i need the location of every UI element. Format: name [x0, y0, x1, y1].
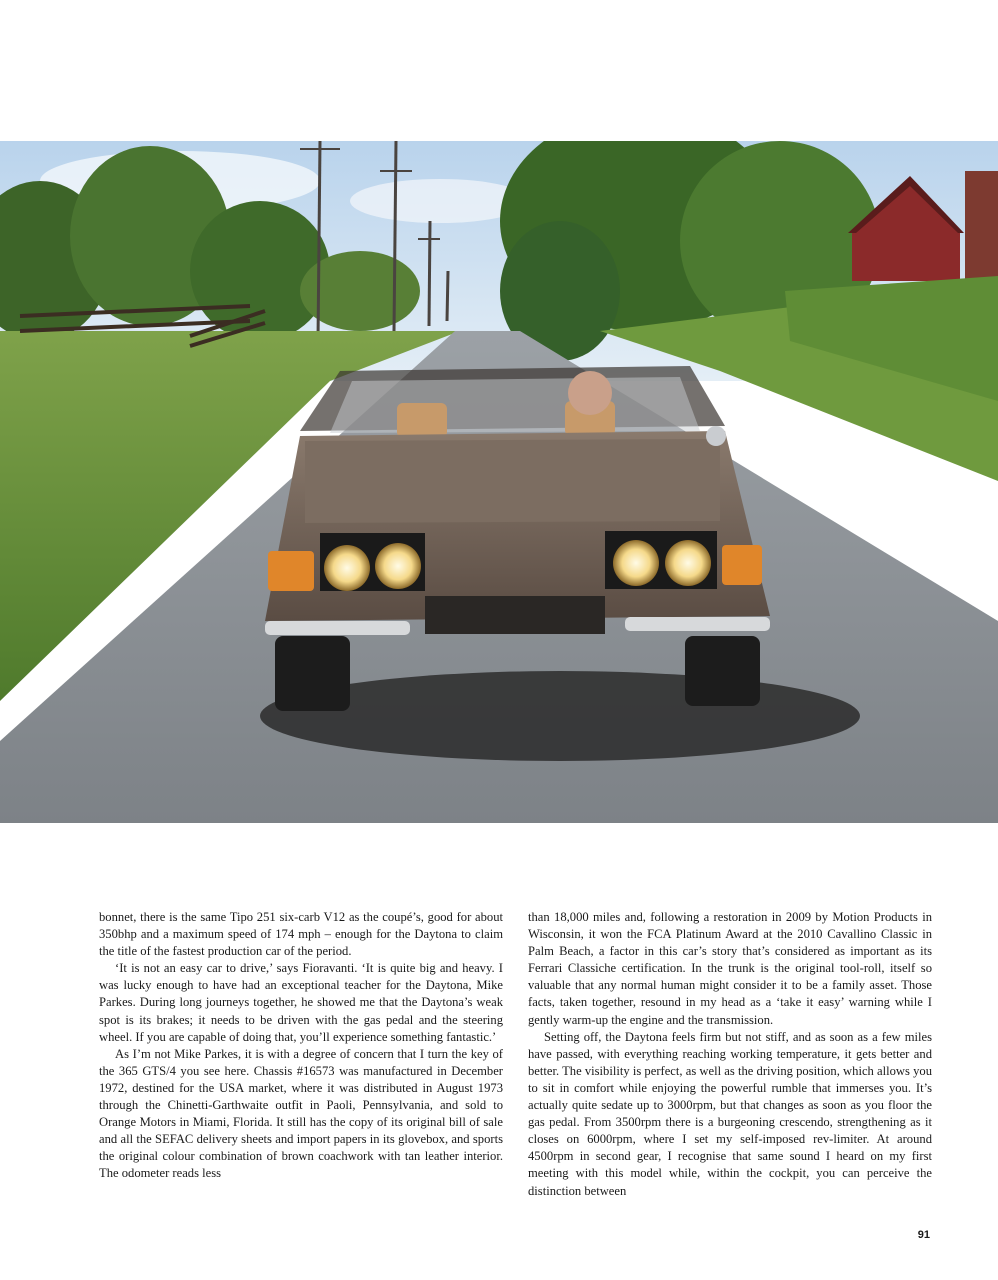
article-column-left: [99, 909, 503, 1183]
paragraph: than 18,000 miles and, following a restoration in 2009 by Motion Products in Wisconsin, it won the FCA Platinum Award at the 2010 Cavallino Classic in Palm Beach, a factor in this car’s story that’s considered as important as its Ferrari Classiche certification. In the trunk is the original tool-roll, itself so valuable that any normal human might consider it to be a family asset. Those facts, taken together, resound in my head as a ‘take it easy’ warning while I gently warm-up the engine and the transmission.: [528, 910, 932, 1027]
paragraph: As I’m not Mike Parkes, it is with a degree of concern that I turn the key of the 365 GTS/4 you see here. Chassis #16573 was manufactured in December 1972, destined for the USA market, where it was distributed in August 1973 through the Chinetti-Garthwaite outfit in Paoli, Pennsylvania, and sold to Orange Motors in Miami, Florida. It still has the copy of its original bill of sale and all the SEFAC delivery sheets and import papers in its glovebox, and sports the original colour combination of brown coachwork with tan leather interior. The odometer reads less: [99, 1046, 503, 1181]
paragraph: Setting off, the Daytona feels firm but not stiff, and as soon as a few miles have passed, with everything reaching working temperature, it gets better and better. The visibility is perfect, as well as the driving position, which allows you to sit in comfort while enjoying the powerful rumble that immerses you. It’s actually quite sedate up to 3000rpm, but that changes as soon as you floor the gas pedal. From 3500rpm there is a burgeoning crescendo, strengthening as it closes on 6000rpm, where I set my self-imposed rev-limiter. At around 4500rpm in second gear, I recognise that same sound I heard on my first meeting with this model while, within the cockpit, you can perceive the distinction between: [528, 1029, 932, 1198]
article-column-right: [528, 909, 932, 1200]
car-photo-illustration: [0, 141, 998, 823]
paragraph: bonnet, there is the same Tipo 251 six-carb V12 as the coupé’s, good for about 350bhp and a maximum speed of 174 mph – enough for the Daytona to claim the title of the fastest production car of the period.: [99, 910, 503, 959]
hero-photo: [0, 141, 998, 823]
page-number: 91: [917, 1229, 930, 1241]
paragraph: ‘It is not an easy car to drive,’ says Fioravanti. ‘It is quite big and heavy. I was lucky enough to have had an exceptional teacher for the Daytona, Mike Parkes. During long journeys together, he showed me that the Daytona’s weak spot is its brakes; it needs to be driven with the gas pedal and the steering wheel. If you are capable of doing that, you’ll experience something fantastic.’: [99, 961, 503, 1044]
